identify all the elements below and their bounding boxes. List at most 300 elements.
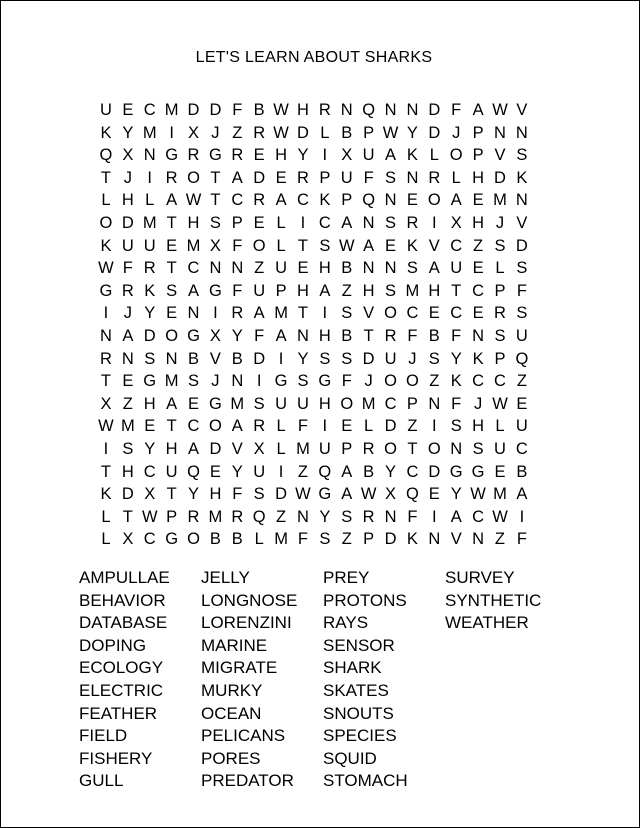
grid-letter: V: [231, 439, 243, 458]
grid-letter: M: [493, 191, 507, 210]
grid-letter: C: [472, 372, 485, 391]
grid-letter: E: [428, 485, 440, 504]
grid-letter: K: [406, 530, 418, 549]
grid-letter: H: [318, 326, 331, 345]
grid-letter: E: [428, 304, 440, 323]
grid-letter: D: [209, 101, 222, 120]
grid-letter: B: [428, 326, 440, 345]
grid-letter: P: [341, 439, 353, 458]
grid-letter: D: [187, 101, 200, 120]
grid-letter: W: [273, 101, 289, 120]
grid-letter: L: [495, 417, 505, 436]
grid-letter: Z: [232, 123, 243, 142]
grid-letter: W: [492, 394, 508, 413]
grid-letter: C: [450, 304, 463, 323]
grid-letter: C: [472, 507, 485, 526]
grid-letter: Y: [385, 462, 397, 481]
grid-letter: H: [297, 281, 309, 300]
grid-letter: C: [143, 530, 156, 549]
grid-letter: R: [362, 439, 375, 458]
grid-letter: R: [362, 507, 375, 526]
grid-letter: S: [341, 304, 353, 323]
grid-letter: Z: [516, 372, 527, 391]
grid-letter: S: [341, 507, 353, 526]
grid-letter: R: [143, 259, 156, 278]
grid-letter: K: [100, 485, 112, 504]
word-item: SHARK: [323, 658, 382, 678]
grid-letter: O: [405, 372, 419, 391]
grid-letter: X: [100, 394, 112, 413]
grid-letter: H: [187, 214, 200, 233]
grid-letter: S: [319, 530, 331, 549]
grid-letter: U: [253, 462, 266, 481]
grid-letter: G: [99, 281, 113, 300]
grid-letter: S: [494, 236, 506, 255]
grid-letter: H: [209, 485, 222, 504]
grid-letter: W: [98, 259, 114, 278]
grid-letter: M: [186, 236, 201, 255]
grid-letter: B: [516, 462, 528, 481]
grid-letter: B: [188, 349, 200, 368]
grid-letter: M: [120, 417, 135, 436]
grid-letter: S: [406, 259, 418, 278]
grid-letter: B: [231, 530, 243, 549]
grid-letter: K: [406, 236, 418, 255]
grid-letter: V: [450, 530, 462, 549]
grid-letter: E: [166, 304, 178, 323]
grid-letter: O: [99, 214, 113, 233]
grid-letter: F: [232, 236, 243, 255]
grid-letter: A: [341, 214, 353, 233]
grid-letter: Q: [515, 349, 529, 368]
word-item: JELLY: [201, 568, 250, 587]
grid-letter: M: [208, 507, 223, 526]
grid-letter: H: [472, 417, 485, 436]
grid-letter: P: [406, 394, 418, 413]
grid-letter: A: [166, 394, 178, 413]
grid-letter: P: [341, 191, 353, 210]
grid-letter: J: [364, 372, 373, 391]
grid-letter: V: [516, 101, 528, 120]
grid-letter: M: [164, 101, 179, 120]
grid-letter: F: [407, 326, 418, 345]
word-item: FISHERY: [79, 748, 153, 768]
grid-letter: P: [494, 349, 506, 368]
grid-letter: Z: [407, 417, 418, 436]
grid-letter: E: [385, 236, 397, 255]
grid-letter: H: [472, 214, 485, 233]
grid-letter: L: [320, 123, 330, 142]
grid-letter: T: [363, 326, 374, 345]
grid-letter: F: [451, 101, 462, 120]
grid-letter: N: [384, 259, 397, 278]
grid-letter: G: [143, 372, 157, 391]
grid-letter: J: [495, 214, 505, 233]
grid-letter: F: [451, 394, 462, 413]
grid-letter: A: [341, 485, 353, 504]
grid-letter: R: [253, 123, 266, 142]
grid-letter: E: [122, 101, 134, 120]
grid-letter: X: [188, 123, 200, 142]
grid-letter: L: [276, 236, 286, 255]
grid-letter: M: [361, 394, 376, 413]
grid-letter: S: [209, 214, 221, 233]
grid-letter: P: [275, 281, 287, 300]
grid-letter: L: [451, 168, 461, 187]
grid-letter: G: [449, 462, 463, 481]
grid-letter: U: [165, 462, 178, 481]
word-item: ELECTRIC: [79, 680, 164, 700]
word-item: ECOLOGY: [79, 658, 164, 678]
grid-letter: R: [187, 146, 200, 165]
grid-letter: H: [362, 281, 375, 300]
grid-letter: C: [187, 259, 200, 278]
grid-letter: I: [278, 349, 284, 368]
word-item: DOPING: [79, 635, 147, 655]
grid-letter: J: [211, 372, 220, 391]
grid-letter: I: [519, 507, 525, 526]
grid-letter: X: [122, 530, 134, 549]
grid-letter: G: [208, 146, 222, 165]
grid-letter: O: [384, 304, 397, 323]
grid-letter: E: [341, 417, 353, 436]
grid-letter: I: [103, 304, 109, 323]
grid-letter: R: [253, 191, 266, 210]
grid-letter: X: [122, 146, 134, 165]
word-item: SKATES: [323, 680, 389, 700]
grid-letter: C: [231, 191, 244, 210]
grid-letter: R: [187, 507, 200, 526]
grid-letter: N: [231, 372, 244, 391]
grid-letter: E: [472, 191, 484, 210]
grid-letter: H: [318, 259, 331, 278]
grid-letter: Z: [341, 281, 352, 300]
grid-letter: N: [231, 259, 244, 278]
grid-letter: V: [494, 146, 506, 165]
grid-letter: A: [253, 304, 265, 323]
grid-letter: A: [275, 326, 287, 345]
grid-letter: T: [297, 304, 308, 323]
grid-letter: S: [253, 394, 265, 413]
grid-letter: I: [300, 214, 306, 233]
grid-letter: N: [384, 507, 397, 526]
grid-letter: U: [275, 394, 288, 413]
grid-letter: Z: [297, 462, 308, 481]
grid-letter: I: [256, 372, 262, 391]
grid-letter: H: [472, 168, 485, 187]
grid-letter: T: [100, 168, 111, 187]
grid-letter: R: [99, 349, 112, 368]
grid-letter: T: [100, 462, 111, 481]
word-item: BEHAVIOR: [79, 590, 166, 610]
grid-letter: W: [382, 123, 399, 142]
grid-letter: F: [122, 259, 133, 278]
grid-letter: D: [253, 168, 266, 187]
grid-letter: O: [252, 236, 266, 255]
grid-letter: N: [450, 439, 463, 458]
grid-letter: H: [318, 394, 331, 413]
grid-letter: S: [385, 214, 397, 233]
grid-letter: E: [275, 168, 287, 187]
grid-letter: E: [494, 462, 506, 481]
grid-letter: U: [515, 417, 528, 436]
grid-letter: X: [385, 485, 397, 504]
grid-letter: A: [188, 281, 200, 300]
grid-letter: N: [515, 123, 528, 142]
grid-letter: T: [122, 507, 133, 526]
grid-letter: H: [428, 281, 441, 300]
grid-letter: G: [318, 485, 332, 504]
grid-letter: D: [297, 123, 309, 142]
grid-letter: P: [363, 123, 375, 142]
grid-letter: Y: [144, 439, 156, 458]
word-column: [79, 567, 201, 793]
grid-letter: U: [515, 326, 528, 345]
grid-letter: S: [516, 304, 528, 323]
word-item: PREY: [323, 568, 370, 587]
grid-letter: T: [451, 281, 462, 300]
grid-letter: G: [471, 462, 485, 481]
grid-letter: W: [492, 507, 508, 526]
grid-letter: B: [341, 326, 353, 345]
grid-letter: W: [141, 507, 158, 526]
grid-letter: R: [494, 304, 506, 323]
grid-letter: U: [340, 168, 353, 187]
grid-letter: J: [211, 123, 220, 142]
word-item: STOMACH: [323, 771, 408, 791]
grid-letter: Q: [99, 146, 113, 165]
grid-letter: Y: [450, 349, 462, 368]
word-item: LONGNOSE: [201, 590, 298, 610]
word-column: [323, 567, 445, 793]
grid-letter: M: [296, 439, 310, 458]
grid-letter: A: [188, 439, 200, 458]
grid-letter: A: [275, 191, 287, 210]
grid-letter: K: [319, 191, 331, 210]
grid-letter: A: [166, 191, 178, 210]
grid-letter: L: [276, 417, 286, 436]
grid-letter: R: [406, 214, 419, 233]
grid-letter: E: [516, 394, 528, 413]
word-item: SNOUTS: [323, 703, 394, 723]
grid-letter: O: [187, 530, 200, 549]
grid-letter: T: [407, 439, 418, 458]
grid-letter: K: [450, 372, 462, 391]
grid-letter: P: [319, 168, 331, 187]
grid-letter: B: [231, 349, 243, 368]
grid-letter: S: [450, 417, 462, 436]
grid-letter: Y: [297, 146, 309, 165]
grid-letter: S: [122, 439, 134, 458]
grid-letter: D: [143, 326, 156, 345]
grid-letter: O: [449, 146, 463, 165]
grid-letter: P: [494, 281, 506, 300]
grid-letter: C: [143, 101, 156, 120]
grid-letter: S: [319, 349, 331, 368]
grid-letter: L: [276, 214, 286, 233]
grid-letter: N: [362, 259, 375, 278]
grid-letter: C: [318, 214, 331, 233]
grid-letter: Z: [341, 530, 352, 549]
grid-letter: J: [123, 168, 132, 187]
grid-letter: A: [516, 485, 528, 504]
grid-letter: D: [384, 530, 397, 549]
grid-letter: U: [362, 146, 375, 165]
word-list: [79, 567, 567, 793]
grid-letter: L: [101, 530, 111, 549]
grid-letter: W: [492, 101, 508, 120]
word-item: SPECIES: [323, 726, 397, 746]
grid-letter: N: [297, 326, 309, 345]
grid-letter: R: [231, 146, 244, 165]
grid-letter: U: [121, 236, 134, 255]
grid-letter: W: [295, 485, 311, 504]
grid-letter: X: [209, 326, 221, 345]
word-item: MURKY: [201, 680, 263, 700]
grid-letter: K: [144, 281, 156, 300]
grid-letter: X: [450, 214, 462, 233]
grid-letter: E: [209, 462, 221, 481]
grid-letter: S: [472, 439, 484, 458]
grid-letter: T: [166, 485, 177, 504]
grid-letter: Z: [122, 394, 133, 413]
grid-letter: J: [408, 349, 417, 368]
grid-letter: K: [472, 349, 484, 368]
grid-letter: A: [385, 146, 397, 165]
grid-letter: H: [121, 191, 134, 210]
grid-letter: L: [364, 417, 374, 436]
grid-letter: I: [103, 439, 109, 458]
grid-letter: Z: [429, 372, 440, 391]
grid-letter: N: [165, 349, 178, 368]
grid-letter: N: [472, 326, 485, 345]
grid-letter: Q: [252, 507, 266, 526]
grid-letter: M: [274, 304, 288, 323]
grid-letter: D: [384, 417, 397, 436]
grid-letter: U: [318, 439, 331, 458]
grid-letter: R: [253, 417, 266, 436]
word-item: PREDATOR: [201, 771, 294, 791]
grid-letter: Q: [318, 462, 332, 481]
grid-letter: H: [275, 146, 288, 165]
grid-letter: I: [432, 507, 437, 526]
word-item: PROTONS: [323, 590, 407, 610]
grid-letter: W: [185, 191, 202, 210]
grid-letter: Y: [231, 462, 243, 481]
grid-letter: P: [231, 214, 243, 233]
grid-letter: S: [253, 485, 265, 504]
grid-letter: X: [253, 439, 265, 458]
grid-letter: J: [473, 394, 483, 413]
grid-letter: W: [470, 485, 486, 504]
grid-letter: C: [143, 462, 156, 481]
grid-letter: F: [341, 372, 352, 391]
grid-letter: A: [122, 326, 134, 345]
grid-letter: A: [341, 462, 353, 481]
grid-letter: A: [472, 101, 484, 120]
grid-letter: K: [100, 123, 112, 142]
grid-letter: T: [166, 259, 177, 278]
grid-letter: N: [494, 123, 506, 142]
grid-letter: H: [143, 394, 156, 413]
grid-letter: L: [495, 259, 505, 278]
word-item: GULL: [79, 771, 124, 791]
grid-letter: G: [165, 530, 179, 549]
grid-letter: S: [144, 349, 156, 368]
grid-letter: Y: [406, 123, 418, 142]
grid-letter: T: [166, 214, 177, 233]
grid-letter: A: [363, 236, 375, 255]
grid-letter: I: [432, 214, 437, 233]
grid-letter: Z: [254, 259, 265, 278]
grid-letter: R: [297, 168, 309, 187]
grid-letter: M: [142, 123, 157, 142]
grid-letter: B: [253, 101, 265, 120]
grid-letter: H: [121, 462, 134, 481]
grid-letter: J: [452, 123, 461, 142]
grid-letter: E: [406, 191, 418, 210]
grid-letter: W: [360, 485, 377, 504]
grid-letter: D: [428, 101, 441, 120]
word-item: AMPULLAE: [79, 568, 170, 587]
word-item: RAYS: [323, 613, 369, 633]
grid-letter: C: [450, 236, 463, 255]
grid-letter: N: [428, 394, 441, 413]
grid-letter: Z: [276, 507, 287, 526]
grid-letter: N: [362, 214, 375, 233]
grid-letter: N: [406, 101, 419, 120]
word-column: [201, 567, 323, 793]
grid-letter: E: [297, 259, 309, 278]
grid-letter: B: [209, 530, 221, 549]
grid-letter: M: [164, 372, 179, 391]
grid-letter: M: [142, 214, 157, 233]
grid-letter: Y: [144, 304, 156, 323]
word-item: MARINE: [201, 635, 268, 655]
grid-letter: C: [406, 304, 419, 323]
grid-letter: H: [165, 439, 178, 458]
grid-letter: S: [385, 168, 397, 187]
word-item: SYNTHETIC: [445, 590, 542, 610]
grid-letter: S: [319, 236, 331, 255]
grid-letter: U: [275, 259, 288, 278]
grid-letter: F: [516, 530, 527, 549]
grid-letter: N: [187, 304, 200, 323]
grid-letter: D: [428, 462, 441, 481]
grid-letter: E: [188, 394, 200, 413]
grid-letter: N: [99, 326, 112, 345]
letter-grid: [95, 99, 533, 551]
grid-letter: F: [232, 485, 243, 504]
grid-letter: A: [231, 417, 243, 436]
grid-letter: O: [208, 417, 222, 436]
grid-letter: V: [363, 304, 375, 323]
grid-letter: C: [406, 462, 419, 481]
grid-letter: S: [341, 349, 353, 368]
grid-letter: U: [494, 439, 506, 458]
grid-letter: C: [297, 191, 309, 210]
word-item: SQUID: [323, 748, 377, 768]
grid-letter: Q: [362, 101, 376, 120]
word-column: [445, 567, 567, 793]
grid-letter: L: [101, 507, 111, 526]
grid-letter: Q: [187, 462, 200, 481]
grid-letter: M: [274, 530, 288, 549]
grid-letter: X: [144, 485, 156, 504]
grid-letter: S: [428, 349, 440, 368]
word-item: PORES: [201, 748, 261, 768]
word-item: PELICANS: [201, 726, 286, 746]
